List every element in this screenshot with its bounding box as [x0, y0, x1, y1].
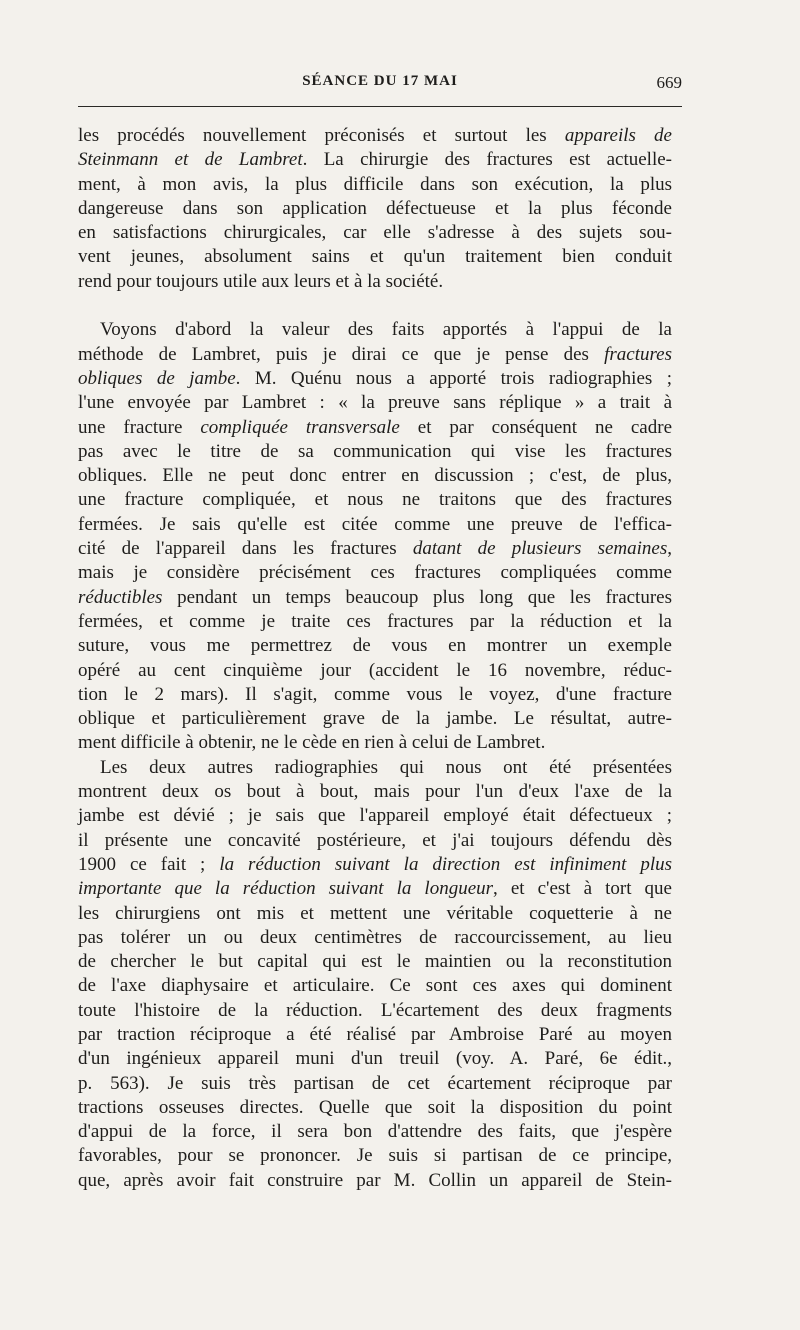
text-run: de l'axe diaphysaire et articulaire. Ce sont ces axes qui dominent: [78, 975, 672, 997]
text-run: d'appui de la force, il sera bon d'attendre des faits, que j'espère: [78, 1121, 672, 1143]
text-line: [78, 731, 672, 755]
text-run: vent jeunes, absolument sains et qu'un traitement bien conduit: [78, 246, 672, 268]
paragraph-gap: [78, 294, 672, 318]
page-header: [78, 73, 682, 97]
text-line: [78, 1120, 672, 1144]
text-line: [78, 610, 672, 634]
italic-text: datant de plusieurs semaines: [412, 538, 668, 560]
text-line: [78, 586, 672, 610]
text-line: [78, 1023, 672, 1047]
text-line: [78, 1169, 672, 1193]
text-line: [78, 173, 672, 197]
text-run: 1900 ce fait ;: [78, 853, 220, 875]
text-line: [78, 683, 672, 707]
text-line: [78, 391, 672, 415]
text-run: il présente une concavité postérieure, et j'ai toujours défendu dès: [78, 829, 672, 851]
text-run: les chirurgiens ont mis et mettent une véritable coquetterie à ne: [78, 902, 672, 924]
italic-text: réductibles: [78, 586, 163, 608]
text-line: [78, 634, 672, 658]
text-run: une fracture: [78, 416, 201, 438]
text-line: [78, 756, 672, 780]
text-run: pendant un temps beaucoup plus long que les fractures: [162, 586, 672, 608]
text-run: , et c'est à tort que: [493, 878, 672, 900]
italic-text: importante que la réduction suivant la longueur: [78, 878, 494, 900]
text-line: [78, 197, 672, 221]
text-line: [78, 343, 672, 367]
text-line: [78, 974, 672, 998]
paragraph-1: [78, 124, 672, 294]
italic-text: compliquée transversale: [200, 416, 400, 438]
text-run: ,: [667, 538, 672, 560]
text-line: [78, 148, 672, 172]
text-line: [78, 367, 672, 391]
text-run: méthode de Lambret, puis je dirai ce que je pense des: [78, 343, 605, 365]
text-line: [78, 245, 672, 269]
italic-text: la réduction suivant la direction est infiniment plus: [219, 853, 673, 875]
text-run: jambe est dévié ; je sais que l'appareil employé était défectueux ;: [78, 805, 672, 827]
text-run: ment difficile à obtenir, ne le cède en rien à celui de Lambret.: [78, 732, 546, 754]
text-run: de chercher le but capital qui est le maintien ou la reconstitution: [78, 951, 672, 973]
text-run: Les deux autres radiographies qui nous ont été présentées: [100, 756, 672, 778]
text-line: [78, 440, 672, 464]
text-line: [78, 853, 672, 877]
text-line: [78, 513, 672, 537]
text-line: [78, 416, 672, 440]
text-run: d'un ingénieux appareil muni d'un treuil (voy. A. Paré, 6e édit.,: [78, 1048, 672, 1070]
text-line: [78, 561, 672, 585]
text-run: que, après avoir fait construire par M. Collin un appareil de Stein-: [78, 1169, 672, 1191]
text-line: [78, 902, 672, 926]
italic-text: Steinmann et de Lambret: [78, 149, 303, 171]
paragraph-3: [78, 756, 672, 1193]
text-run: tractions osseuses directes. Quelle que soit la disposition du point: [78, 1096, 672, 1118]
text-line: [78, 488, 672, 512]
text-line: [78, 1072, 672, 1096]
text-run: une fracture compliquée, et nous ne traitons que des fractures: [78, 489, 672, 511]
text-line: [78, 829, 672, 853]
text-line: [78, 877, 672, 901]
text-run: p. 563). Je suis très partisan de cet écartement réciproque par: [78, 1072, 672, 1094]
text-run: . M. Quénu nous a apporté trois radiographies ;: [235, 367, 672, 389]
text-run: montrent deux os bout à bout, mais pour l'un d'eux l'axe de la: [78, 781, 672, 803]
text-run: et par conséquent ne cadre: [399, 416, 672, 438]
text-line: [78, 780, 672, 804]
text-run: dangereuse dans son application défectueuse et la plus féconde: [78, 197, 672, 219]
text-line: [78, 270, 672, 294]
text-run: les procédés nouvellement préconisés et surtout les: [78, 125, 565, 146]
text-line: [78, 1144, 672, 1168]
text-line: [78, 804, 672, 828]
text-run: opéré au cent cinquième jour (accident le 16 novembre, réduc-: [78, 659, 672, 681]
text-line: [78, 464, 672, 488]
text-run: l'une envoyée par Lambret : « la preuve sans réplique » a trait à: [78, 392, 672, 414]
text-line: [78, 1047, 672, 1071]
running-head: SÉANCE DU 17 MAI: [302, 73, 458, 89]
text-line: [78, 537, 672, 561]
text-run: fermées. Je sais qu'elle est citée comme une preuve de l'effica-: [78, 513, 672, 535]
text-line: [78, 124, 672, 148]
text-run: pas avec le titre de sa communication qui vise les fractures: [78, 440, 672, 462]
paragraph-2: [78, 318, 672, 755]
text-line: [78, 1096, 672, 1120]
text-run: fermées, et comme je traite ces fractures par la réduction et la: [78, 610, 672, 632]
header-rule: [78, 106, 682, 107]
text-line: [78, 221, 672, 245]
text-run: tion le 2 mars). Il s'agit, comme vous le voyez, d'une fracture: [78, 683, 672, 705]
text-run: suture, vous me permettrez de vous en montrer un exemple: [78, 635, 672, 657]
body-text: [78, 124, 672, 1193]
text-line: [78, 707, 672, 731]
text-line: [78, 318, 672, 342]
text-line: [78, 659, 672, 683]
text-run: Voyons d'abord la valeur des faits apportés à l'appui de la: [100, 319, 672, 341]
text-run: ment, à mon avis, la plus difficile dans son exécution, la plus: [78, 173, 672, 195]
text-run: toute l'histoire de la réduction. L'écartement des deux fragments: [78, 999, 672, 1021]
text-run: pas tolérer un ou deux centimètres de raccourcissement, au lieu: [78, 926, 672, 948]
italic-text: obliques de jambe: [78, 367, 236, 389]
text-run: oblique et particulièrement grave de la jambe. Le résultat, autre-: [78, 708, 672, 730]
text-run: obliques. Elle ne peut donc entrer en discussion ; c'est, de plus,: [78, 465, 672, 487]
text-run: . La chirurgie des fractures est actuelle-: [302, 149, 672, 171]
text-run: mais je considère précisément ces fractures compliquées comme: [78, 562, 672, 584]
text-run: en satisfactions chirurgicales, car elle s'adresse à des sujets sou-: [78, 222, 672, 244]
text-run: rend pour toujours utile aux leurs et à la société.: [78, 270, 444, 292]
italic-text: appareils de: [564, 125, 672, 146]
italic-text: fractures: [604, 343, 672, 365]
text-run: cité de l'appareil dans les fractures: [78, 538, 413, 560]
text-run: par traction réciproque a été réalisé par Ambroise Paré au moyen: [78, 1023, 672, 1045]
text-line: [78, 999, 672, 1023]
page-number: 669: [656, 73, 682, 92]
text-run: favorables, pour se prononcer. Je suis si partisan de ce principe,: [78, 1145, 672, 1167]
text-line: [78, 950, 672, 974]
text-line: [78, 926, 672, 950]
